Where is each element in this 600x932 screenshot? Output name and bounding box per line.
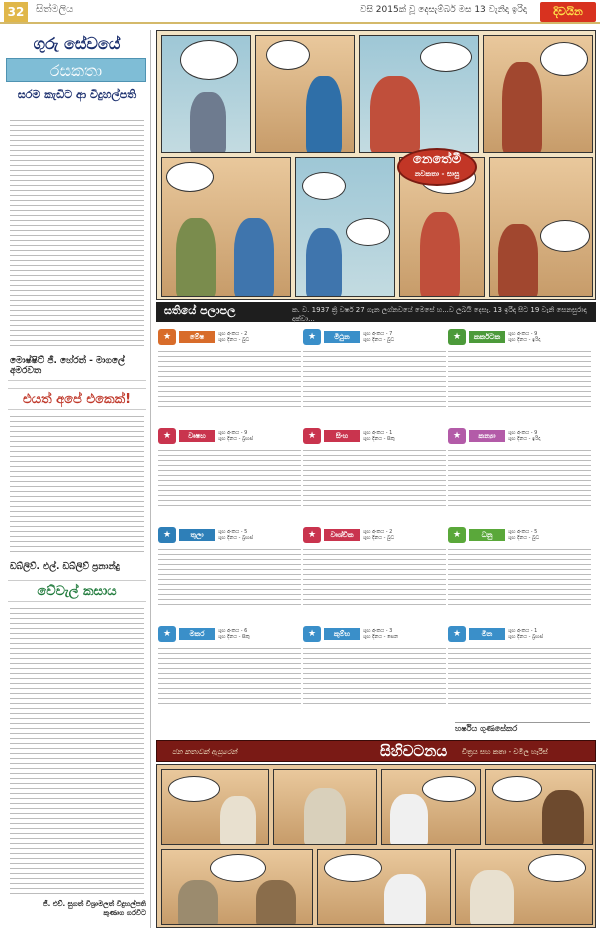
lucky-day: ශුභ දිනය - සෙන (363, 634, 399, 640)
comic-panel (255, 35, 355, 153)
lucky-number: ශුභ අංකය - 1 (508, 628, 538, 634)
sign-text (158, 450, 301, 510)
sign-meta (363, 628, 398, 640)
comic-title: නෙතේමී (412, 152, 462, 167)
sign-meta (508, 628, 543, 640)
character (306, 228, 342, 297)
scorpion-icon: ★ (303, 527, 321, 543)
comic-panel (161, 769, 269, 845)
sign-text (158, 648, 301, 708)
horoscope-sign (448, 623, 591, 708)
sign-meta (508, 430, 540, 442)
speech-bubble (420, 42, 472, 72)
speech-bubble (180, 40, 238, 80)
sign-header (303, 524, 446, 546)
article1-body (10, 120, 144, 350)
comic-strip-bottom (156, 764, 596, 928)
sign-meta (508, 529, 539, 541)
article2-headline: එයත් අපේ එකෙක්! (8, 388, 146, 410)
character (420, 212, 460, 297)
lucky-number: ශුභ අංකය - 1 (363, 430, 393, 436)
speech-bubble (540, 220, 590, 252)
speech-bubble (168, 776, 220, 802)
lucky-number: ශුභ අංකය - 7 (363, 331, 393, 337)
page-number: 32 (4, 2, 28, 22)
sign-text (303, 351, 446, 411)
sign-text (448, 351, 591, 411)
comic-bottom-caption-left: ජන කතාවක් ඇසුරෙන් (172, 748, 238, 756)
column-subtitle-box: රසකතා (6, 58, 146, 82)
lucky-number: ශුභ අංකය - 5 (508, 529, 538, 535)
lucky-day: ශුභ දිනය - ඉරිදා (508, 337, 541, 343)
lucky-number: ශුභ අංකය - 9 (218, 430, 248, 436)
sign-text (448, 549, 591, 609)
date-line: වසි 2015ක් වූ දෙසැම්බර් මස 13 වැනිදා ඉරිදා (360, 5, 527, 15)
article1-headline: සරම කැඩිට ආ විදුහල්පති (17, 88, 137, 101)
sign-header (158, 524, 301, 546)
character (178, 880, 218, 925)
sign-header (448, 326, 591, 348)
sign-meta (363, 331, 394, 343)
sign-text (303, 549, 446, 609)
comic-panel (489, 157, 593, 297)
horoscope-sign (303, 623, 446, 708)
lucky-day: ශුභ දිනය - සිකු (218, 634, 250, 640)
sign-name: කන්‍යා (469, 430, 505, 442)
comic-title-badge (397, 148, 477, 186)
comic-panel (381, 769, 481, 845)
sign-meta (218, 529, 253, 541)
lucky-day: ශුභ දිනය - බ්‍රහස් (218, 436, 254, 442)
horoscope-author: හර්ෂිය ගුණසේකර (455, 722, 590, 734)
sign-header (303, 623, 446, 645)
column-title: ගුරු සේවයේ (33, 34, 121, 53)
speech-bubble (346, 218, 390, 246)
speech-bubble (266, 40, 310, 70)
character (502, 62, 542, 153)
comic-panel (455, 849, 593, 925)
lucky-day: ශුභ දිනය - ඉරිදා (508, 436, 541, 442)
character (304, 788, 346, 845)
lucky-day: ශුභ දිනය - බුධ (363, 535, 395, 541)
sign-text (158, 549, 301, 609)
sign-text (448, 648, 591, 708)
sign-name: මිථුන (324, 331, 360, 343)
lucky-number: ශුභ අංකය - 9 (508, 430, 538, 436)
sign-name: වෘෂභ (179, 430, 215, 442)
column-divider (150, 30, 151, 928)
comic-strip-top (156, 30, 596, 300)
lucky-number: ශුභ අංකය - 5 (218, 529, 248, 535)
sign-text (303, 648, 446, 708)
archer-icon: ★ (448, 527, 466, 543)
character (234, 218, 274, 297)
comic-credit: නවකතා - සාසු (414, 170, 460, 178)
goat-icon: ★ (158, 626, 176, 642)
speech-bubble (166, 162, 214, 192)
article2-byline: ඩබ්ලිව්. එල්. ඩබ්ලිව් ප්‍රනාන්දු (10, 562, 120, 572)
sign-header (448, 425, 591, 447)
comic-panel (483, 35, 593, 153)
lucky-day: ශුභ දිනය - බ්‍රහස් (508, 634, 544, 640)
sign-header (303, 425, 446, 447)
sign-name: සිංහ (324, 430, 360, 442)
twins-icon: ★ (303, 329, 321, 345)
lion-icon: ★ (303, 428, 321, 444)
comic-panel (317, 849, 451, 925)
maiden-icon: ★ (448, 428, 466, 444)
speech-bubble (492, 776, 542, 802)
sign-meta (218, 430, 253, 442)
comic-panel (161, 157, 291, 297)
character (384, 874, 426, 925)
horoscope-sign (158, 623, 301, 708)
sign-text (303, 450, 446, 510)
character (498, 224, 538, 297)
divider (8, 380, 146, 381)
sign-header (158, 425, 301, 447)
character (306, 76, 342, 153)
sign-name: කුම්භ (324, 628, 360, 640)
character (370, 76, 420, 153)
speech-bubble (210, 854, 266, 882)
horoscope-sign (303, 425, 446, 510)
horoscope-sign (448, 425, 591, 510)
horoscope-sign (158, 326, 301, 411)
article2-body (10, 416, 144, 556)
sign-text (448, 450, 591, 510)
sign-header (303, 326, 446, 348)
sign-name: මීන (469, 628, 505, 640)
horoscope-sign (158, 524, 301, 609)
speech-bubble (528, 854, 586, 882)
comic-bottom-title: සිහිවටනය (380, 742, 448, 760)
sign-header (158, 326, 301, 348)
lucky-number: ශුභ අංකය - 9 (508, 331, 538, 337)
comic-panel (485, 769, 593, 845)
comic-panel (359, 35, 479, 153)
horoscope-sign (448, 524, 591, 609)
jar-icon: ★ (303, 626, 321, 642)
comic-panel (161, 35, 251, 153)
lucky-day: ශුභ දිනය - බුධ (218, 337, 250, 343)
section-name: සිත්මලිය (36, 4, 74, 15)
sign-name: ධනු (469, 529, 505, 541)
sign-header (448, 623, 591, 645)
lucky-number: ශුභ අංකය - 2 (218, 331, 248, 337)
sign-name: මේෂ (179, 331, 215, 343)
lucky-day: ශුභ දිනය - බ්‍රහස් (218, 535, 254, 541)
scales-icon: ★ (158, 527, 176, 543)
character (542, 790, 584, 845)
lucky-day: ශුභ දිනය - බුධ (363, 337, 395, 343)
lucky-number: ශුභ අංකය - 3 (363, 628, 393, 634)
horoscope-sign (303, 524, 446, 609)
horoscope-subtitle: ක. ව. 1937 ක්‍රි වර්ෂ 27 ගැන ලග්නවයේ මෙසේ හ...ව ලබයි දෙසැ. 13 ඉරිදා සිට 19 වැනි සෙනසුරාදා දක්වා... (292, 306, 587, 323)
speech-bubble (302, 172, 346, 200)
sign-name: මකර (179, 628, 215, 640)
sign-header (448, 524, 591, 546)
sign-meta (508, 331, 540, 343)
sign-meta (218, 331, 249, 343)
article3-body (10, 608, 144, 896)
article1-byline: මොෂ්ෂිට් ජී. හේරත් - මාගලේ අමරවත (10, 356, 125, 376)
sign-name: වෘශ්චික (324, 529, 360, 541)
lucky-day: ශුභ දිනය - බුධ (508, 535, 540, 541)
horoscope-title: සතියේ පලාපල (164, 304, 236, 317)
article3-byline: ජී. එච්. සුගත් විශ්‍රාමලත් විදුහල්පති කුණාග ගරවිට (42, 900, 146, 917)
lucky-number: ශුභ අංකය - 6 (218, 628, 248, 634)
sign-name: තුලා (179, 529, 215, 541)
comic-panel (295, 157, 395, 297)
article3-headline: වේවැල් කසාය (8, 580, 146, 602)
lucky-number: ශුභ අංකය - 2 (363, 529, 393, 535)
newspaper-logo: දිවයින (540, 2, 596, 22)
comic-bottom-caption-right: චිත්‍රය සහ කතා - චමිල හැරිස් (462, 748, 548, 756)
speech-bubble (540, 42, 588, 76)
sign-text (158, 351, 301, 411)
comic-panel (273, 769, 377, 845)
horoscope-sign (158, 425, 301, 510)
comic-panel (161, 849, 313, 925)
horoscope-sign (448, 326, 591, 411)
lucky-day: ශුභ දිනය - සිකු (363, 436, 395, 442)
crab-icon: ★ (448, 329, 466, 345)
character (256, 880, 296, 925)
character (190, 92, 226, 153)
character (176, 218, 216, 297)
character (470, 870, 514, 925)
character (220, 796, 256, 845)
fish-icon: ★ (448, 626, 466, 642)
sign-meta (363, 430, 395, 442)
sign-meta (218, 628, 250, 640)
bull-icon: ★ (158, 428, 176, 444)
ram-icon: ★ (158, 329, 176, 345)
sign-meta (363, 529, 394, 541)
character (390, 794, 428, 845)
speech-bubble (324, 854, 382, 882)
sign-header (158, 623, 301, 645)
speech-bubble (422, 776, 476, 802)
sign-name: කර්කටක (469, 331, 505, 343)
horoscope-sign (303, 326, 446, 411)
